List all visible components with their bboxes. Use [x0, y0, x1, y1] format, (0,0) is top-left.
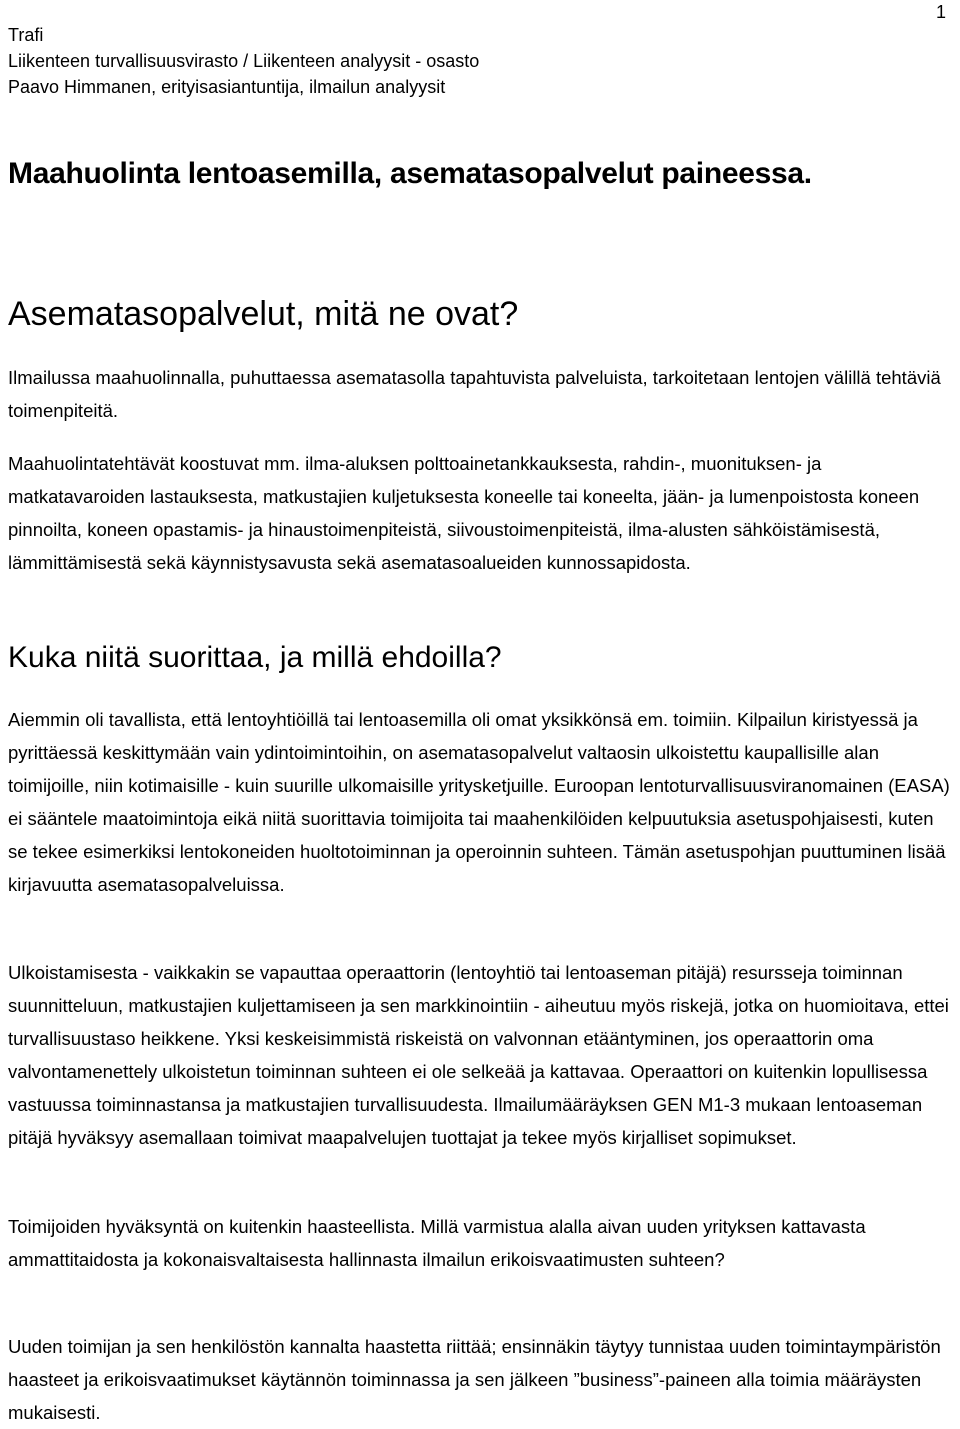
paragraph: Maahuolintatehtävät koostuvat mm. ilma-aluksen polttoainetankkauksesta, rahdin-, muonituksen- ja matkatavaroiden lastauksesta, matkustajien kuljetuksesta koneelle tai koneelta, jään- ja lumenpoistosta koneen pinnoilta, koneen opastamis- ja hinaustoimenpiteistä, siivoustoimenpiteistä, ilma-alusten sähköistämisestä, lämmittämisestä sekä käynnistysavusta sekä asematasoalueiden kunnossapidosta. [8, 453, 920, 573]
header-organization: Trafi [8, 25, 44, 45]
paragraph: Uuden toimijan ja sen henkilöstön kannalta haastetta riittää; ensinnäkin täytyy tunnistaa uuden toimintaympäristön haasteet ja erikoisvaatimukset käytännön toiminnassa ja sen jälkeen ”business”-paineen alla toimia määräysten mukaisesti. [8, 1336, 941, 1423]
paragraph: Ilmailussa maahuolinnalla, puhuttaessa asematasolla tapahtuvista palveluista, tarkoitetaan lentojen välillä tehtäviä toimenpiteitä. [8, 367, 941, 421]
document-title: Maahuolinta lentoasemilla, asematasopalvelut paineessa. [8, 157, 812, 190]
paragraph: Aiemmin oli tavallista, että lentoyhtiöillä tai lentoasemilla oli omat yksikkönsä em. toimiin. Kilpailun kiristyessä ja pyrittäessä keskittymään vain ydintoimintoihin, on asematasopalvelut valtaosin ulkoistettu kaupallisille alan toimijoille, niin kotimaisille - kuin suurille ulkomaisille yritysketjuille. Euroopan lentoturvallisuusviranomainen (EASA) ei sääntele maatoimintoja eikä niitä suorittavia toimijoita tai maahenkilöiden kelpuutuksia asetuspohjaisesti, kuten se tekee esimerkiksi lentokoneiden huoltotoiminnan ja operoinnin suhteen. Tämän asetuspohjan puuttuminen lisää kirjavuutta asematasopalveluissa. [8, 709, 950, 895]
paragraph: Toimijoiden hyväksyntä on kuitenkin haasteellista. Millä varmistua alalla aivan uuden yrityksen kattavasta ammattitaidosta ja kokonaisvaltaisesta hallinnasta ilmailun erikoisvaatimusten suhteen? [8, 1216, 866, 1270]
section-heading-asematasopalvelut: Asematasopalvelut, mitä ne ovat? [8, 295, 519, 333]
paragraph: Ulkoistamisesta - vaikkakin se vapauttaa operaattorin (lentoyhtiö tai lentoaseman pitäjä) resursseja toiminnan suunnitteluun, matkustajien kuljettamiseen ja sen markkinointiin - aiheutuu myös riskejä, jotka on huomioitava, ettei turvallisuustaso heikkene. Yksi keskeisimmistä riskeistä on valvonnan etääntyminen, jos operaattorin oma valvontamenettely ulkoistetun toiminnan suhteen ei ole selkeää ja kattavaa. Operaattori on kuitenkin lopullisessa vastuussa toiminnastansa ja matkustajien turvallisuudesta. Ilmailumääräyksen GEN M1-3 mukaan lentoaseman pitäjä hyväksyy asemallaan toimivat maapalvelujen tuottajat ja tekee myös kirjalliset sopimukset. [8, 962, 949, 1148]
section-heading-kuka-niita-suorittaa: Kuka niitä suorittaa, ja millä ehdoilla? [8, 641, 502, 674]
page-number: 1 [935, 2, 946, 22]
document-header [8, 22, 479, 100]
header-author: Paavo Himmanen, erityisasiantuntija, ilmailun analyysit [8, 77, 446, 97]
header-department: Liikenteen turvallisuusvirasto / Liikenteen analyysit - osasto [8, 51, 480, 71]
